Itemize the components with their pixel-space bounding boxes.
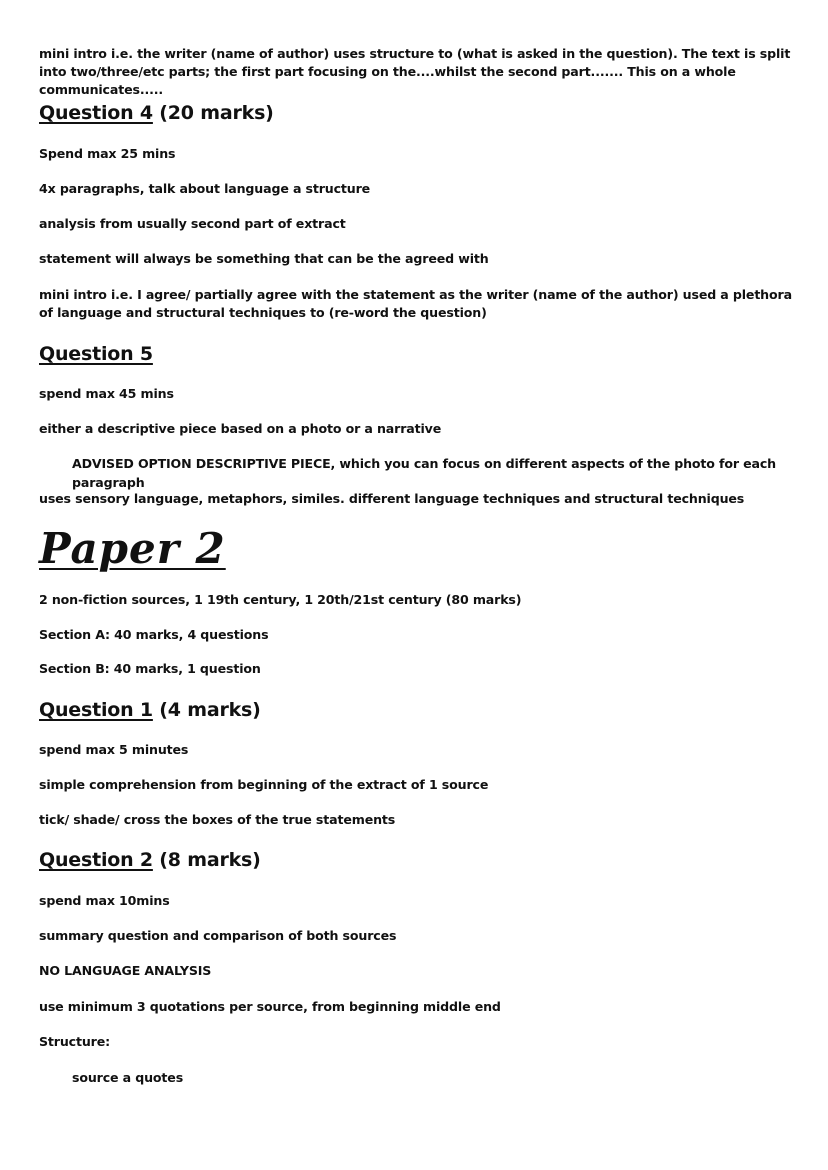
q5-line-2: either a descriptive piece based on a photo or a narrative xyxy=(39,421,442,436)
q4-line-4: statement will always be something that can be the agreed with xyxy=(39,251,489,266)
p2q2-line-3: NO LANGUAGE ANALYSIS xyxy=(39,963,212,978)
question-5-title: Question 5 xyxy=(39,343,153,365)
p2q1-line-2: simple comprehension from beginning of the extract of 1 source xyxy=(39,777,489,792)
paper-2-line-1: 2 non-fiction sources, 1 19th century, 1 20th/21st century (80 marks) xyxy=(39,592,522,607)
q4-line-2: 4x paragraphs, talk about language a structure xyxy=(39,181,371,196)
p2q2-line-2: summary question and comparison of both sources xyxy=(39,928,397,943)
intro-paragraph: mini intro i.e. the writer (name of author) uses structure to (what is asked in the question). The text is split into two/three/etc parts; the first part focusing on the....whilst the second part....... This on a whole communicates..... xyxy=(39,46,791,97)
paper-2-line-3: Section B: 40 marks, 1 question xyxy=(39,661,261,676)
p2q2-line-1: spend max 10mins xyxy=(39,893,170,908)
paper-2-question-2-heading xyxy=(39,848,799,872)
paper-2-question-1-heading xyxy=(39,698,799,722)
p2q1-line-1: spend max 5 minutes xyxy=(39,742,189,757)
paper-2-line-2: Section A: 40 marks, 4 questions xyxy=(39,627,269,642)
p2q2-line-6: source a quotes xyxy=(72,1070,184,1085)
q4-line-3: analysis from usually second part of extract xyxy=(39,216,346,231)
paper-2-question-1-title: Question 1 xyxy=(39,699,153,721)
p2q2-line-5: Structure: xyxy=(39,1034,111,1049)
question-5-heading xyxy=(39,342,799,366)
paper-2-question-2-marks: (8 marks) xyxy=(152,849,261,871)
q4-line-5: mini intro i.e. I agree/ partially agree with the statement as the writer (name of the author) used a plethora of language and structural techniques to (re-word the question) xyxy=(39,287,792,320)
question-4-heading xyxy=(39,101,799,125)
question-4-marks: (20 marks) xyxy=(152,102,274,124)
q5-line-3: ADVISED OPTION DESCRIPTIVE PIECE, which you can focus on different aspects of the photo for each paragraph xyxy=(72,456,776,490)
q5-line-4: uses sensory language, metaphors, similes. different language techniques and structural techniques xyxy=(39,491,745,506)
paper-2-title: Paper 2 xyxy=(39,524,226,573)
p2q1-line-3: tick/ shade/ cross the boxes of the true statements xyxy=(39,812,396,827)
p2q2-line-4: use minimum 3 quotations per source, from beginning middle end xyxy=(39,999,501,1014)
paper-2-question-2-title: Question 2 xyxy=(39,849,153,871)
paper-2-question-1-marks: (4 marks) xyxy=(152,699,261,721)
question-4-title: Question 4 xyxy=(39,102,153,124)
q4-line-1: Spend max 25 mins xyxy=(39,146,176,161)
q5-line-1: spend max 45 mins xyxy=(39,386,174,401)
